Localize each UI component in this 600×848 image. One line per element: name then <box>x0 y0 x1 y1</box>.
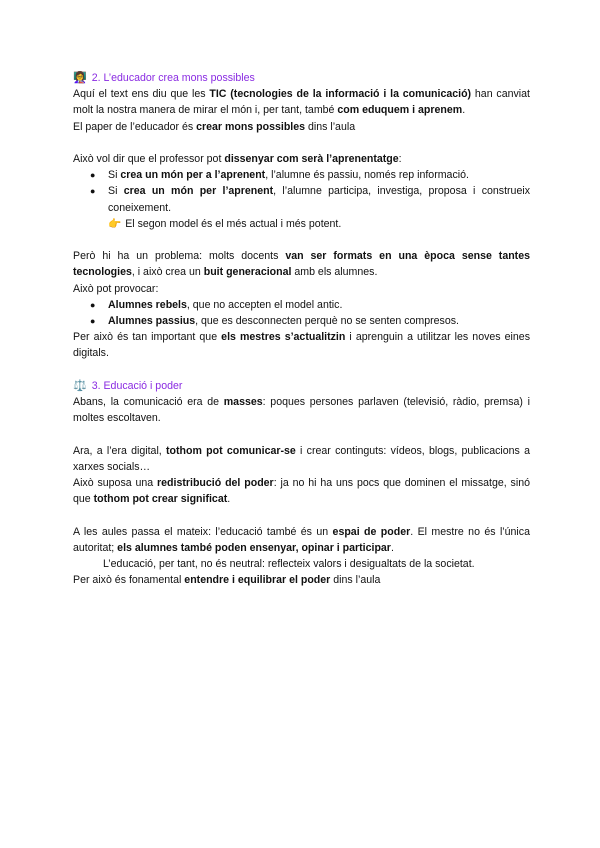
learning-models-list <box>73 167 530 216</box>
paragraph-provoke: Això pot provocar: <box>73 282 159 295</box>
paragraph-educator-role: El paper de l’educador és crear mons possibles dins l’aula <box>73 120 356 133</box>
scales-icon: ⚖️ <box>73 379 87 392</box>
paragraph-mass-communication: Abans, la comunicació era de masses: poques persones parlaven (televisió, ràdio, premsa) i moltes escoltaven. <box>73 396 530 425</box>
bullet-icon: ● <box>90 186 96 197</box>
bullet-icon: ● <box>90 316 96 327</box>
pointer-note: 👉 El segon model és el més actual i més potent. <box>108 217 342 230</box>
section-2-title: 2. L’educador crea mons possibles <box>91 72 255 84</box>
paragraph-balance-power: Per això és fonamental entendre i equilibrar el poder dins l’aula <box>73 574 381 587</box>
student-types-list <box>73 297 530 329</box>
paragraph-classroom-power: A les aules passa el mateix: l’educació també és un espai de poder. El mestre no és l’única autoritat; els alumnes també poden ensenyar, opinar i participar. <box>73 525 530 554</box>
paragraph-digital-era: Ara, a l’era digital, tothom pot comunicar-se i crear continguts: vídeos, blogs, publicacions a xarxes socials… <box>73 444 530 473</box>
paragraph-not-neutral: L’educació, per tant, no és neutral: reflecteix valors i desigualtats de la societat. <box>103 558 475 571</box>
list-item: ● Si crea un món per a l’aprenent, l’alumne és passiu, només rep informació. <box>73 167 530 183</box>
section-3-title: 3. Educació i poder <box>91 379 183 392</box>
paragraph-problem: Però hi ha un problema: molts docents van ser formats en una època sense tantes tecnologies, i això crea un buit generacional amb els alumnes. <box>73 250 530 279</box>
section-2-heading <box>73 70 530 86</box>
list-item: ● Si crea un món per l’aprenent, l’alumne participa, investiga, proposa i construeix coneixement. <box>90 185 530 214</box>
list-item: ● Alumnes rebels, que no accepten el model antic. <box>73 297 530 313</box>
section-3-heading <box>73 378 530 394</box>
paragraph-design-learning: Això vol dir que el professor pot dissenyar com serà l’aprenentatge: <box>73 153 402 165</box>
paragraph-tic: Aquí el text ens diu que les TIC (tecnologies de la informació i la comunicació) han canviat molt la nostra manera de mirar el món i, per tant, també com eduquem i aprenem. <box>73 88 530 117</box>
paragraph-redistribution: Això suposa una redistribució del poder: ja no hi ha uns pocs que dominen el missatge, sinó que tothom pot crear significat. <box>73 477 530 506</box>
teacher-icon: 👩‍🏫 <box>73 72 87 84</box>
bullet-icon: ● <box>90 299 96 310</box>
bullet-icon: ● <box>90 170 96 181</box>
pointing-hand-icon: 👉 <box>108 217 122 230</box>
list-item: ● Alumnes passius, que es desconnecten perquè no se senten compresos. <box>73 313 530 329</box>
paragraph-update-teachers: Per això és tan important que els mestres s’actualitzin i aprenguin a utilitzar les noves eines digitals. <box>73 331 530 360</box>
